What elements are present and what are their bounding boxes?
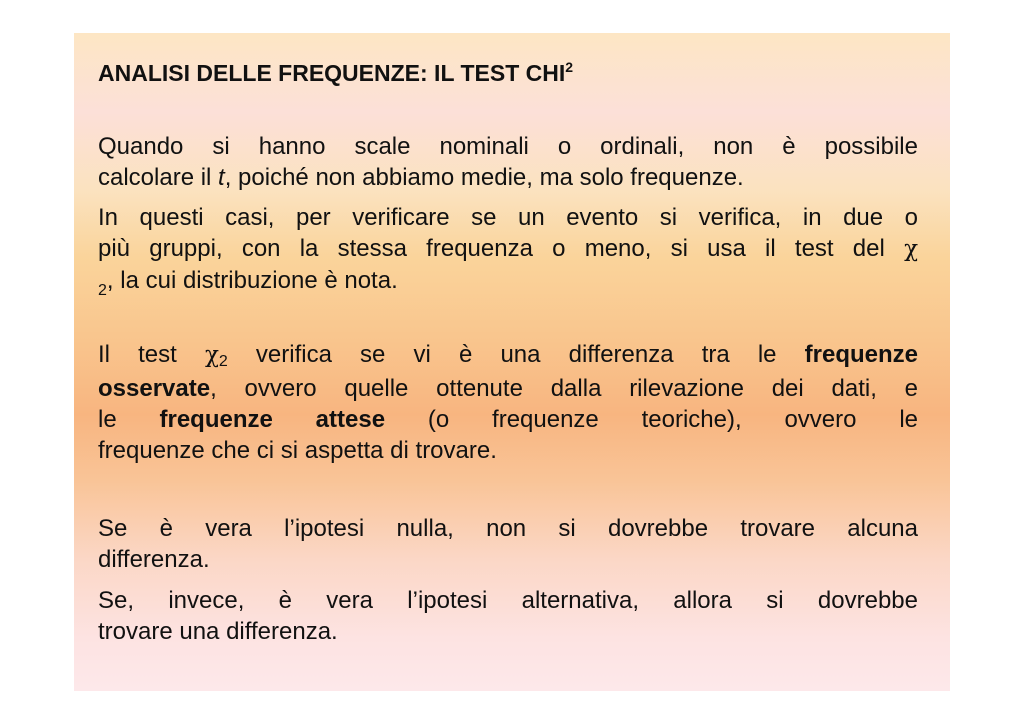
paragraph-chi-usage [98,202,918,299]
text-span: , ovvero quelle ottenute dalla rilevazione dei dati, e [210,375,918,402]
paragraph-chi-definition [98,339,918,466]
chi-subscript: 2 [218,353,228,370]
paragraph-line: Se è vera l’ipotesi nulla, non si dovrebbe trovare alcuna [98,515,918,542]
paragraph-line: In questi casi, per verificare se un evento si verifica, in due o [98,204,918,231]
paragraph-line [98,265,918,299]
slide [74,33,950,691]
title-text: ANALISI DELLE FREQUENZE: IL TEST CHI [98,60,566,86]
paragraph-null-hypothesis [98,513,918,575]
text-span: , poiché non abbiamo medie, ma solo frequenze. [224,164,744,191]
paragraph-line [98,373,918,404]
chi-subscript: 2 [98,282,107,299]
paragraph-line: Se, invece, è vera l’ipotesi alternativa, allora si dovrebbe [98,587,918,614]
bold-term: frequenze [804,341,918,368]
paragraph-line [98,162,918,193]
text-span: le [98,406,160,433]
chi-symbol: χ [204,342,219,368]
paragraph-line [98,404,918,435]
title-superscript: 2 [565,59,574,75]
paragraph-scales [98,131,918,193]
paragraph-alternative-hypothesis [98,585,918,647]
paragraph-line: frequenze che ci si aspetta di trovare. [98,437,497,464]
text-span: più gruppi, con la stessa frequenza o meno, si usa il test del [98,235,885,262]
text-span: Il test [98,341,205,368]
text-span: calcolare il [98,164,219,191]
text-span: (o frequenze teoriche), ovvero le [385,406,918,433]
chi-symbol: χ [904,236,918,262]
t-symbol: t [218,164,225,191]
paragraph-line: Quando si hanno scale nominali o ordinali, non è possibile [98,133,918,160]
slide-title [98,59,573,87]
paragraph-line: differenza. [98,546,210,573]
paragraph-line [98,339,918,373]
bold-term: frequenze attese [159,406,386,433]
paragraph-line: trovare una differenza. [98,618,338,645]
text-span: , la cui distribuzione è nota. [106,267,398,294]
bold-term: osservate [98,375,211,402]
paragraph-line [98,233,918,265]
text-span: verifica se vi è una differenza tra le [227,341,805,368]
